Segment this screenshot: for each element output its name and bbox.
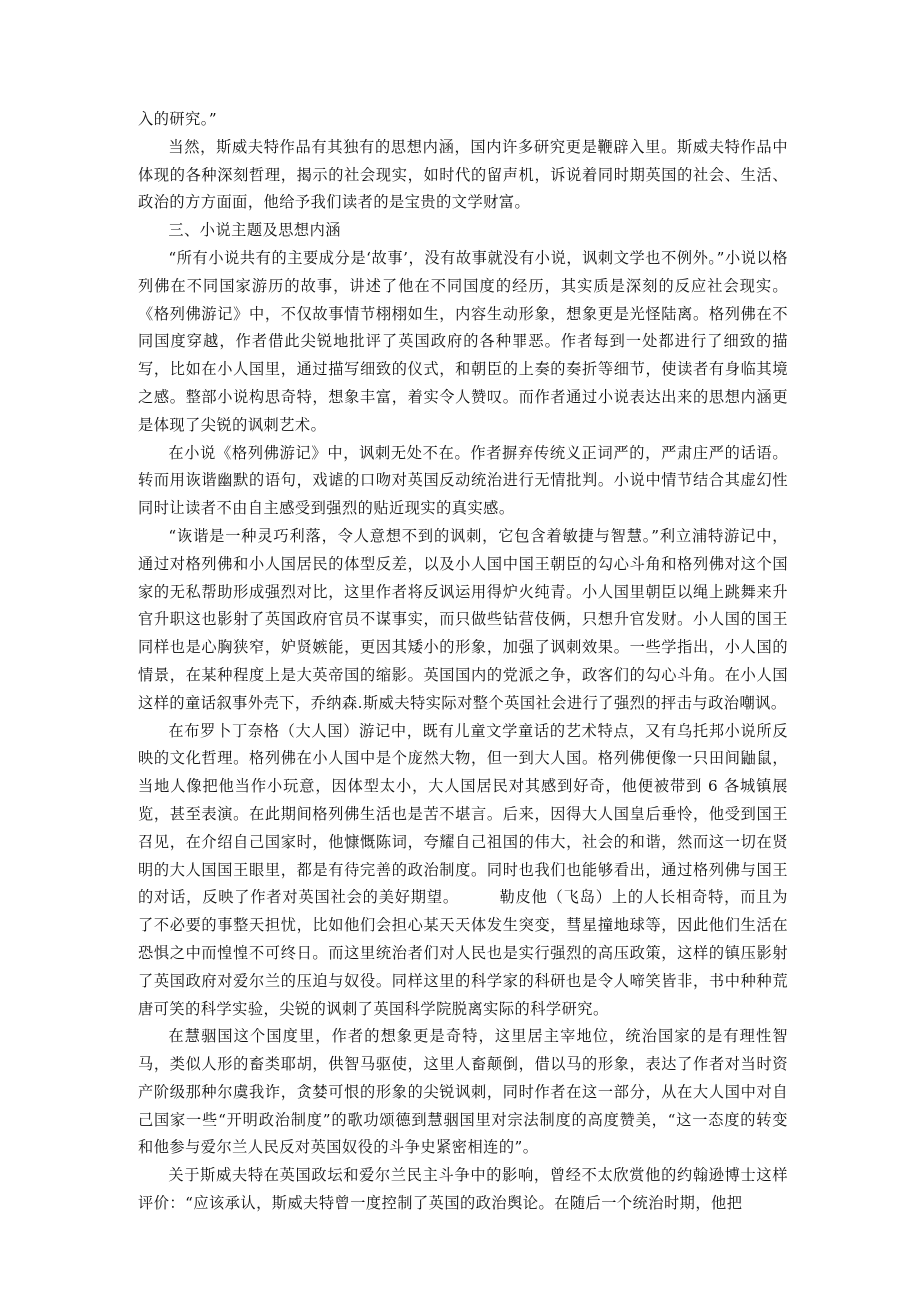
section-heading: 三、小说主题及思想内涵 <box>168 221 341 240</box>
document-page <box>138 106 788 1218</box>
paragraph-satire: 在小说《格列佛游记》中，讽刺无处不在。作者摒弃传统义正词严的，严肃庄严的话语。转而用诙谐幽默的语句，戏谑的口吻对英国反动统治进行无情批判。小说中情节结合其虚幻性同时让读者不由自主感受到强烈的贴近现实的真实感。 <box>138 443 788 518</box>
paragraph-swift-thought: 当然，斯威夫特作品有其独有的思想内涵，国内许多研究更是鞭辟入里。斯威夫特作品中体现的各种深刻哲理，揭示的社会现实，如时代的留声机，诉说着同时期英国的社会、生活、政治的方方面面，他给予我们读者的是宝贵的文学财富。 <box>138 137 788 212</box>
paragraph-brobdingnag: 在布罗卜丁奈格（大人国）游记中，既有儿童文学童话的艺术特点，又有乌托邦小说所反映的文化哲理。格列佛在小人国中是个庞然大物，但一到大人国。格列佛便像一只田间鼬鼠，当地人像把他当作小玩意，因体型太小，大人国居民对其感到好奇，他便被带到 6 各城镇展览，甚至表演。在此期间格列佛生活也是苦不堪言。后来，因得大人国皇后垂怜，他受到国王召见，在介绍自己国家时，他慷慨陈词，夸耀自己祖国的伟大，社会的和谐，然而这一切在贤明的大人国国王眼里，都是有待完善的政治制度。同时也我们也能够看出，通过格列佛与国王的对话，反映了作者对英国社会的美好期望。 勒皮他（飞岛）上的人长相奇特，而且为了不必要的事整天担忧，比如他们会担心某天天体发生突变，彗星撞地球等，因此他们生活在恐惧之中而惶惶不可终日。而这里统治者们对人民也是实行强烈的高压政策，这样的镇压影射了英国政府对爱尔兰的压迫与奴役。同样这里的科学家的科研也是令人啼笑皆非，书中种种荒唐可笑的科学实验，尖锐的讽刺了英国科学院脱离实际的科学研究。 <box>138 721 788 1018</box>
paragraph-story: “所有小说共有的主要成分是‘故事’，没有故事就没有小说，讽刺文学也不例外。”小说以格列佛在不同国家游历的故事，讲述了他在不同国度的经历，其实质是深刻的反应社会现实。《格列佛游记》中，不仅故事情节栩栩如生，内容生动形象，想象更是光怪陆离。格列佛在不同国度穿越，作者借此尖锐地批评了英国政府的各种罪恶。作者每到一处都进行了细致的描写，比如在小人国里，通过描写细致的仪式，和朝臣的上奏的奏折等细节，使读者有身临其境之感。整部小说构思奇特，想象丰富，着实令人赞叹。而作者通过小说表达出来的思想内涵更是体现了尖锐的讽刺艺术。 <box>138 248 788 434</box>
paragraph-lilliput: “诙谐是一种灵巧利落，令人意想不到的讽刺，它包含着敏捷与智慧。”利立浦特游记中，通过对格列佛和小人国居民的体型反差，以及小人国中国王朝臣的勾心斗角和格列佛对这个国家的无私帮助形成强烈对比，这里作者将反讽运用得炉火纯青。小人国里朝臣以绳上跳舞来升官升职这也影射了英国政府官员不谋事实，而只做些钻营伎俩，只想升官发财。小人国的国王同样也是心胸狭窄，妒贤嫉能，更因其矮小的形象，加强了讽刺效果。一些学指出，小人国的情景，在某种程度上是大英帝国的缩影。英国国内的党派之争，政客们的勾心斗角。在小人国这样的童话叙事外壳下，乔纳森.斯威夫特实际对整个英国社会进行了强烈的抨击与政治嘲讽。 <box>138 526 788 712</box>
paragraph-houyhnhnm: 在慧骃国这个国度里，作者的想象更是奇特，这里居主宰地位，统治国家的是有理性智马，类似人形的畜类耶胡，供智马驱使，这里人畜颠倒，借以马的形象，表达了作者对当时资产阶级那种尔虞我诈，贪婪可恨的形象的尖锐讽刺，同时作者在这一部分，从在大人国中对自己国家一些“开明政治制度”的歌功颂德到慧骃国里对宗法制度的高度赞美，“这一态度的转变和他参与爱尔兰人民反对英国奴役的斗争史紧密相连的”。 <box>138 1027 788 1157</box>
paragraph-johnson: 关于斯威夫特在英国政坛和爱尔兰民主斗争中的影响，曾经不太欣赏他的约翰逊博士这样评价：“应该承认，斯威夫特曾一度控制了英国的政治舆论。在随后一个统治时期，他把 <box>138 1166 788 1213</box>
paragraph-continuation: 入的研究。” <box>138 110 218 128</box>
